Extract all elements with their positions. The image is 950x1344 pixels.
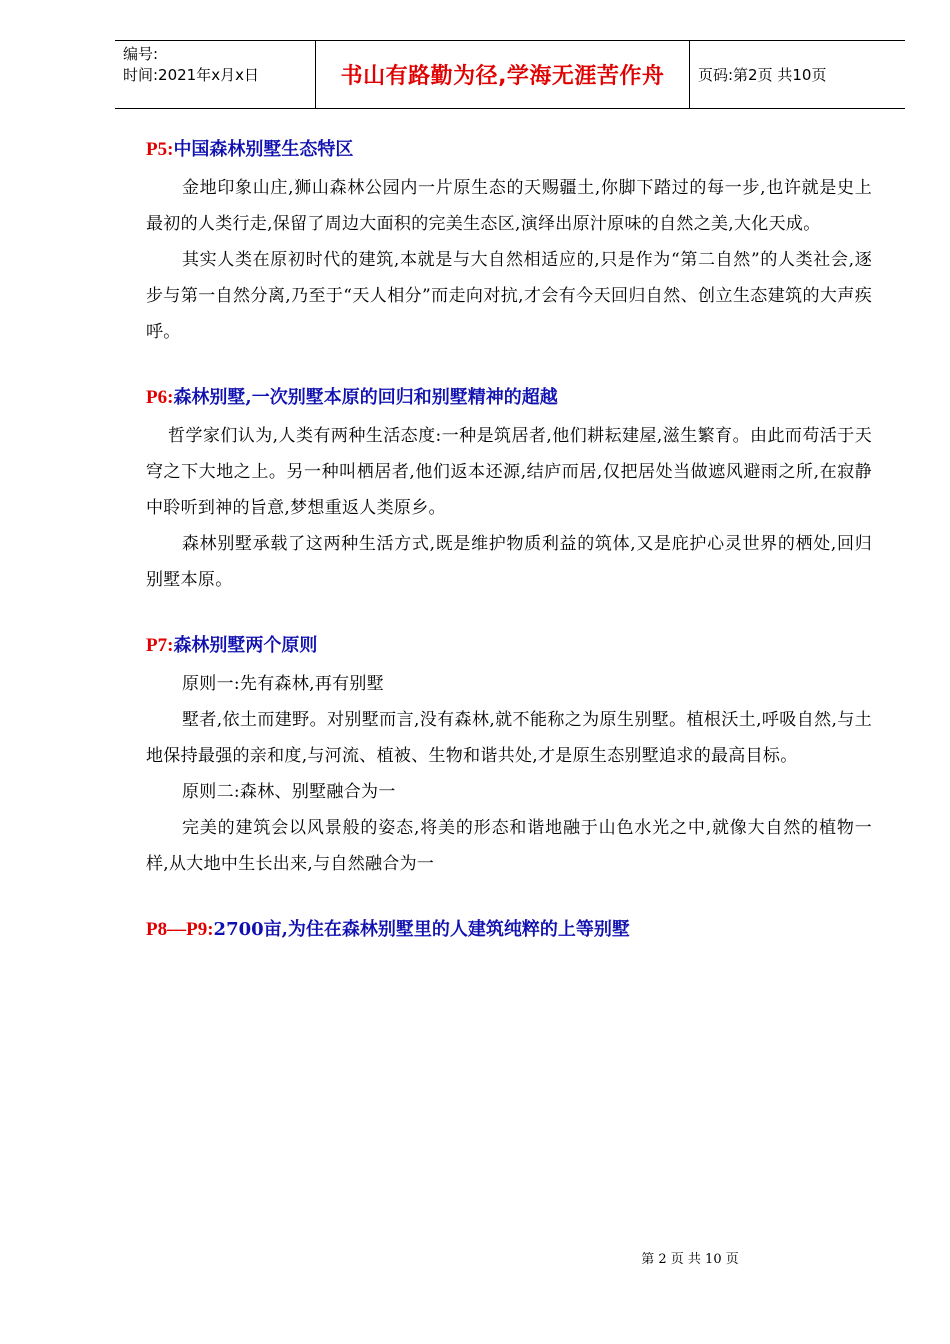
paragraph: 哲学家们认为,人类有两种生活态度:一种是筑居者,他们耕耘建屋,滋生繁育。由此而苟活于天穹之下大地之上。另一种叫栖居者,他们返本还源,结庐而居,仅把居处当做遮风避雨之所,在寂静中聆听到神的旨意,梦想重返人类原乡。	[146, 426, 872, 518]
section-title-p6	[146, 378, 872, 418]
paragraph: 森林别墅承载了这两种生活方式,既是维护物质利益的筑体,又是庇护心灵世界的栖处,回归别墅本原。	[146, 534, 872, 590]
footer-page-number: 第 2 页 共 10 页	[641, 1252, 739, 1267]
paragraph: 原则二:森林、别墅融合为一	[182, 782, 396, 802]
section-number: P8—P9:	[146, 919, 214, 940]
section-number: P6:	[146, 387, 174, 408]
spacer	[146, 598, 872, 626]
spacer	[146, 882, 872, 910]
section-heading: 森林别墅两个原则	[173, 635, 318, 656]
section-heading: 2700亩,为住在森林别墅里的人建筑纯粹的上等别墅	[213, 919, 630, 940]
section-title-p7	[146, 626, 872, 666]
paragraph: 金地印象山庄,狮山森林公园内一片原生态的天赐疆土,你脚下踏过的每一步,也许就是史上最初的人类行走,保留了周边大面积的完美生态区,演绎出原汁原味的自然之美,大化天成。	[146, 178, 872, 234]
section-heading: 森林别墅,一次别墅本原的回归和别墅精神的超越	[173, 387, 558, 408]
header-motto-cell	[316, 41, 690, 108]
paragraph: 其实人类在原初时代的建筑,本就是与大自然相适应的,只是作为“第二自然”的人类社会,逐步与第一自然分离,乃至于“天人相分”而走向对抗,才会有今天回归自然、创立生态建筑的大声疾呼。	[146, 250, 872, 342]
time-label: 时间:2021年x月x日	[123, 66, 259, 84]
spacer	[146, 350, 872, 378]
section-heading: 中国森林别墅生态特区	[173, 139, 354, 160]
header-meta-cell	[115, 41, 316, 108]
section-title-p5	[146, 130, 872, 170]
section-number: P7:	[146, 635, 174, 656]
page-header	[115, 40, 905, 109]
motto: 书山有路勤为径,学海无涯苦作舟	[340, 64, 665, 89]
page-footer	[0, 1248, 950, 1267]
serial-label: 编号:	[123, 45, 159, 63]
section-number: P5:	[146, 139, 174, 160]
page-label: 页码:第2页 共10页	[698, 66, 827, 84]
paragraph: 完美的建筑会以风景般的姿态,将美的形态和谐地融于山色水光之中,就像大自然的植物一样,从大地中生长出来,与自然融合为一	[146, 818, 872, 874]
section-title-p8-p9	[146, 910, 872, 950]
paragraph: 原则一:先有森林,再有别墅	[182, 674, 385, 694]
document-body	[146, 130, 872, 950]
header-page-cell	[690, 41, 905, 108]
paragraph: 墅者,依土而建野。对别墅而言,没有森林,就不能称之为原生别墅。植根沃土,呼吸自然,与土地保持最强的亲和度,与河流、植被、生物和谐共处,才是原生态别墅追求的最高目标。	[146, 710, 872, 766]
